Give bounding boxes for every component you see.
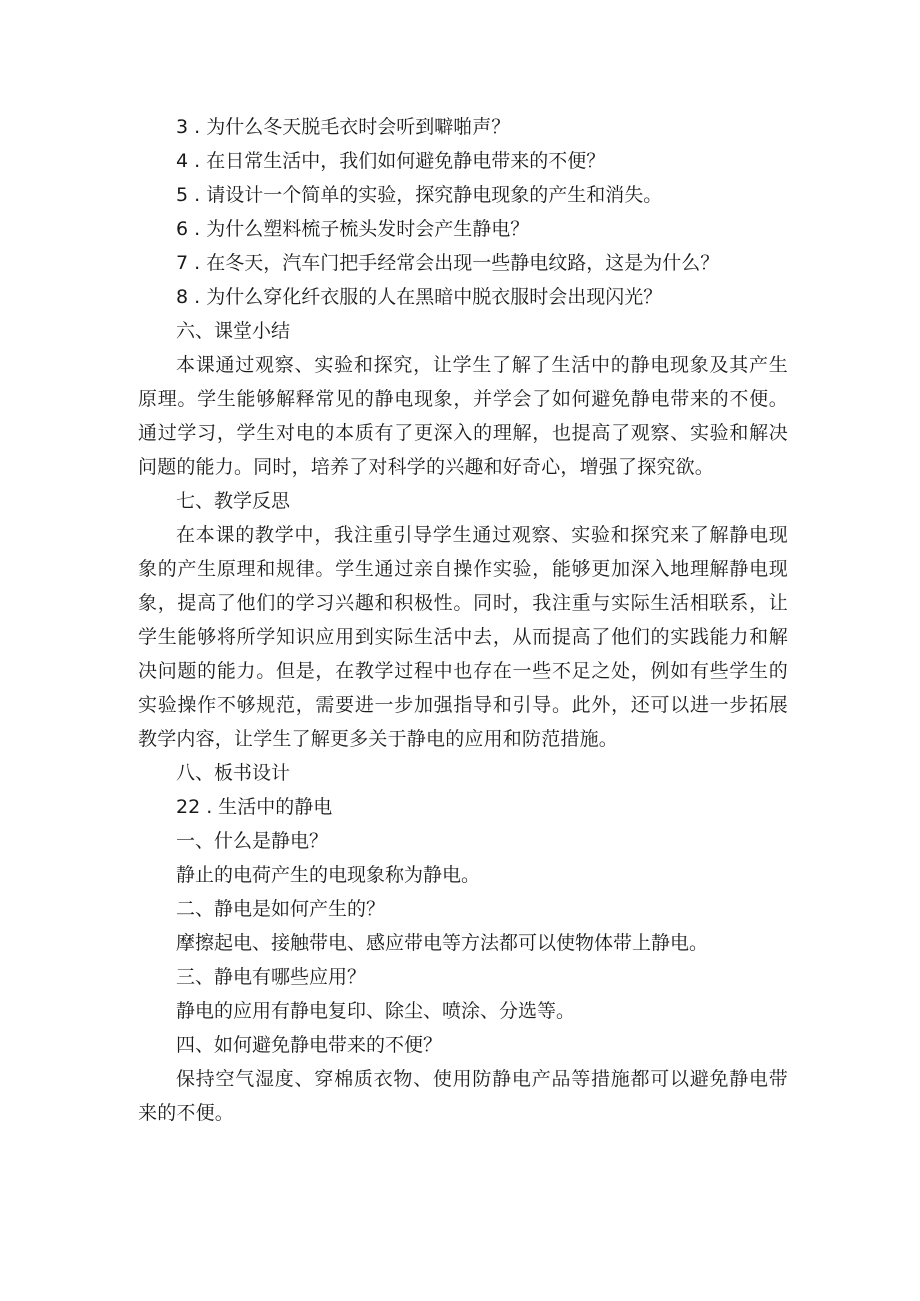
reflection-paragraph: 在本课的教学中，我注重引导学生通过观察、实验和探究来了解静电现象的产生原理和规律。学生通过亲自操作实验，能够更加深入地理解静电现象，提高了他们的学习兴趣和积极性。同时，我注重与实际生活相联系，让学生能够将所学知识应用到实际生活中去，从而提高了他们的实践能力和解决问题的能力。但是，在教学过程中也存在一些不足之处，例如有些学生的实验操作不够规范，需要进一步加强指导和引导。此外，还可以进一步拓展教学内容，让学生了解更多关于静电的应用和防范措施。 (138, 524, 788, 750)
section-heading-summary: 六、课堂小结 (176, 320, 291, 342)
section-heading-reflection: 七、教学反思 (176, 490, 291, 512)
summary-paragraph: 本课通过观察、实验和探究，让学生了解了生活中的静电现象及其产生原理。学生能够解释常见的静电现象，并学会了如何避免静电带来的不便。通过学习，学生对电的本质有了更深入的理解，也提高了观察、实验和解决问题的能力。同时，培养了对科学的兴趣和好奇心，增强了探究欲。 (138, 354, 788, 478)
board-title: 22 . 生活中的静电 (176, 796, 333, 818)
board-answer-4: 保持空气湿度、穿棉质衣物、使用防静电产品等措施都可以避免静电带来的不便。 (138, 1068, 788, 1124)
board-answer-2: 摩擦起电、接触带电、感应带电等方法都可以使物体带上静电。 (176, 932, 709, 954)
board-question-1: 一、什么是静电？ (176, 830, 329, 852)
document-body (138, 110, 788, 1130)
question-7: 7 . 在冬天，汽车门把手经常会出现一些静电纹路，这是为什么？ (176, 252, 720, 274)
question-6: 6 . 为什么塑料梳子梳头发时会产生静电？ (176, 218, 530, 240)
question-8: 8 . 为什么穿化纤衣服的人在黑暗中脱衣服时会出现闪光？ (176, 286, 663, 308)
question-3: 3 . 为什么冬天脱毛衣时会听到噼啪声？ (176, 116, 511, 138)
board-answer-3: 静电的应用有静电复印、除尘、喷涂、分选等。 (176, 1000, 576, 1022)
board-answer-1: 静止的电荷产生的电现象称为静电。 (176, 864, 481, 886)
question-5: 5 . 请设计一个简单的实验，探究静电现象的产生和消失。 (176, 184, 663, 206)
board-question-3: 三、静电有哪些应用？ (176, 966, 367, 988)
section-heading-board: 八、板书设计 (176, 762, 291, 784)
board-question-4: 四、如何避免静电带来的不便？ (176, 1034, 443, 1056)
board-question-2: 二、静电是如何产生的？ (176, 898, 386, 920)
question-4: 4 . 在日常生活中，我们如何避免静电带来的不便？ (176, 150, 606, 172)
